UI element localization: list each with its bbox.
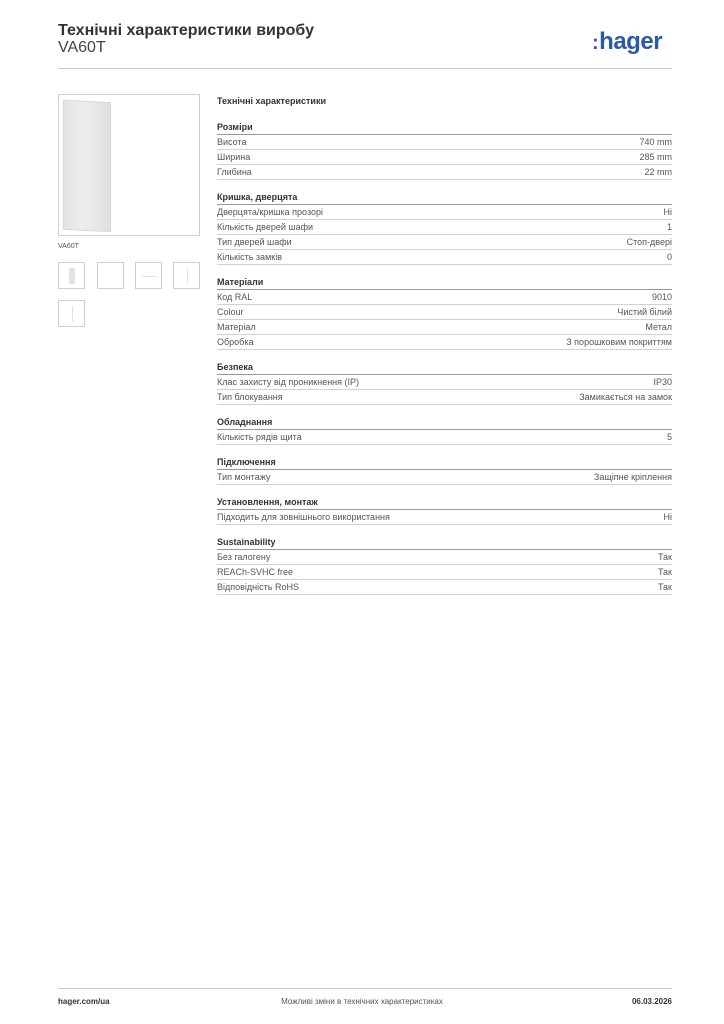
spec-label: Тип блокування [217, 392, 283, 402]
spec-value: Так [657, 567, 672, 577]
spec-label: Глибина [217, 167, 252, 177]
spec-value: 285 mm [639, 152, 672, 162]
spec-section [217, 415, 672, 445]
spec-row [217, 235, 672, 250]
spec-label: Висота [217, 137, 247, 147]
footer-website-link[interactable]: hager.com/ua [58, 997, 110, 1006]
spec-value: 1 [666, 222, 672, 232]
spec-label: Відповідність RoHS [217, 582, 299, 592]
spec-label: Клас захисту від проникнення (IP) [217, 377, 360, 387]
spec-section [217, 275, 672, 350]
spec-section [217, 360, 672, 405]
section-heading: Безпека [217, 360, 672, 375]
footer-notice: Можливі зміни в технічних характеристиках [281, 997, 443, 1006]
spec-value: Стоп-двері [626, 237, 672, 247]
product-image[interactable] [58, 94, 200, 236]
product-code: VA60T [58, 39, 106, 56]
spec-value: Так [657, 552, 672, 562]
section-heading: Розміри [217, 120, 672, 135]
spec-label: Підходить для зовнішнього використання [217, 512, 390, 522]
specifications-table [217, 96, 672, 605]
door-panel-illustration [63, 100, 111, 233]
spec-row [217, 220, 672, 235]
spec-row [217, 320, 672, 335]
spec-row [217, 290, 672, 305]
spec-value: IP30 [653, 377, 672, 387]
section-heading: Підключення [217, 455, 672, 470]
spec-label: Ширина [217, 152, 251, 162]
spec-section [217, 455, 672, 485]
spec-row [217, 390, 672, 405]
thumbnail-4[interactable] [173, 262, 200, 289]
spec-value: Ні [663, 207, 672, 217]
section-heading: Кришка, дверцята [217, 190, 672, 205]
spec-label: Дверцята/кришка прозорі [217, 207, 323, 217]
spec-label: Кількість дверей шафи [217, 222, 314, 232]
section-heading: Матеріали [217, 275, 672, 290]
spec-label: REACh-SVHC free [217, 567, 294, 577]
spec-row [217, 510, 672, 525]
footer-date: 06.03.2026 [631, 997, 672, 1006]
spec-row [217, 470, 672, 485]
section-heading: Обладнання [217, 415, 672, 430]
logo-text: hager [599, 28, 663, 55]
spec-value: 0 [666, 252, 672, 262]
spec-row [217, 580, 672, 595]
spec-section [217, 535, 672, 595]
footer-divider [58, 988, 672, 989]
spec-section [217, 495, 672, 525]
spec-section [217, 120, 672, 180]
hager-logo[interactable] [592, 28, 662, 56]
spec-label: Матеріал [217, 322, 256, 332]
thumbnail-5[interactable] [58, 300, 85, 327]
image-caption: VA60T [58, 243, 79, 250]
thumbnail-2[interactable] [97, 262, 124, 289]
page-title: Технічні характеристики виробу [58, 22, 314, 39]
spec-row [217, 150, 672, 165]
spec-label: Кількість замків [217, 252, 282, 262]
spec-value: Так [657, 582, 672, 592]
spec-value: 9010 [651, 292, 672, 302]
header-divider [58, 68, 672, 69]
section-heading: Sustainability [217, 535, 672, 550]
spec-value: Защіпне кріплення [593, 472, 672, 482]
thumbnail-front[interactable] [58, 262, 85, 289]
logo-dots-icon: : [592, 32, 599, 54]
spec-value: Метал [645, 322, 672, 332]
spec-row [217, 205, 672, 220]
spec-row [217, 565, 672, 580]
spec-label: Обробка [217, 337, 254, 347]
spec-row [217, 430, 672, 445]
spec-row [217, 135, 672, 150]
spec-label: Colour [217, 307, 244, 317]
spec-row [217, 305, 672, 320]
spec-section [217, 190, 672, 265]
specs-title: Технічні характеристики [217, 96, 326, 106]
spec-value: Замикається на замок [579, 392, 672, 402]
spec-value: 740 mm [639, 137, 672, 147]
spec-label: Кількість рядів щита [217, 432, 302, 442]
spec-label: Без галогену [217, 552, 271, 562]
spec-label: Тип монтажу [217, 472, 271, 482]
spec-label: Тип дверей шафи [217, 237, 292, 247]
spec-value: 5 [666, 432, 672, 442]
thumbnail-3[interactable] [135, 262, 162, 289]
spec-value: 22 mm [644, 167, 672, 177]
spec-value: З порошковим покриттям [566, 337, 672, 347]
spec-row [217, 165, 672, 180]
spec-row [217, 550, 672, 565]
spec-row [217, 375, 672, 390]
section-heading: Установлення, монтаж [217, 495, 672, 510]
spec-label: Код RAL [217, 292, 253, 302]
spec-row [217, 335, 672, 350]
spec-row [217, 250, 672, 265]
spec-value: Ні [663, 512, 672, 522]
spec-value: Чистий білий [617, 307, 672, 317]
